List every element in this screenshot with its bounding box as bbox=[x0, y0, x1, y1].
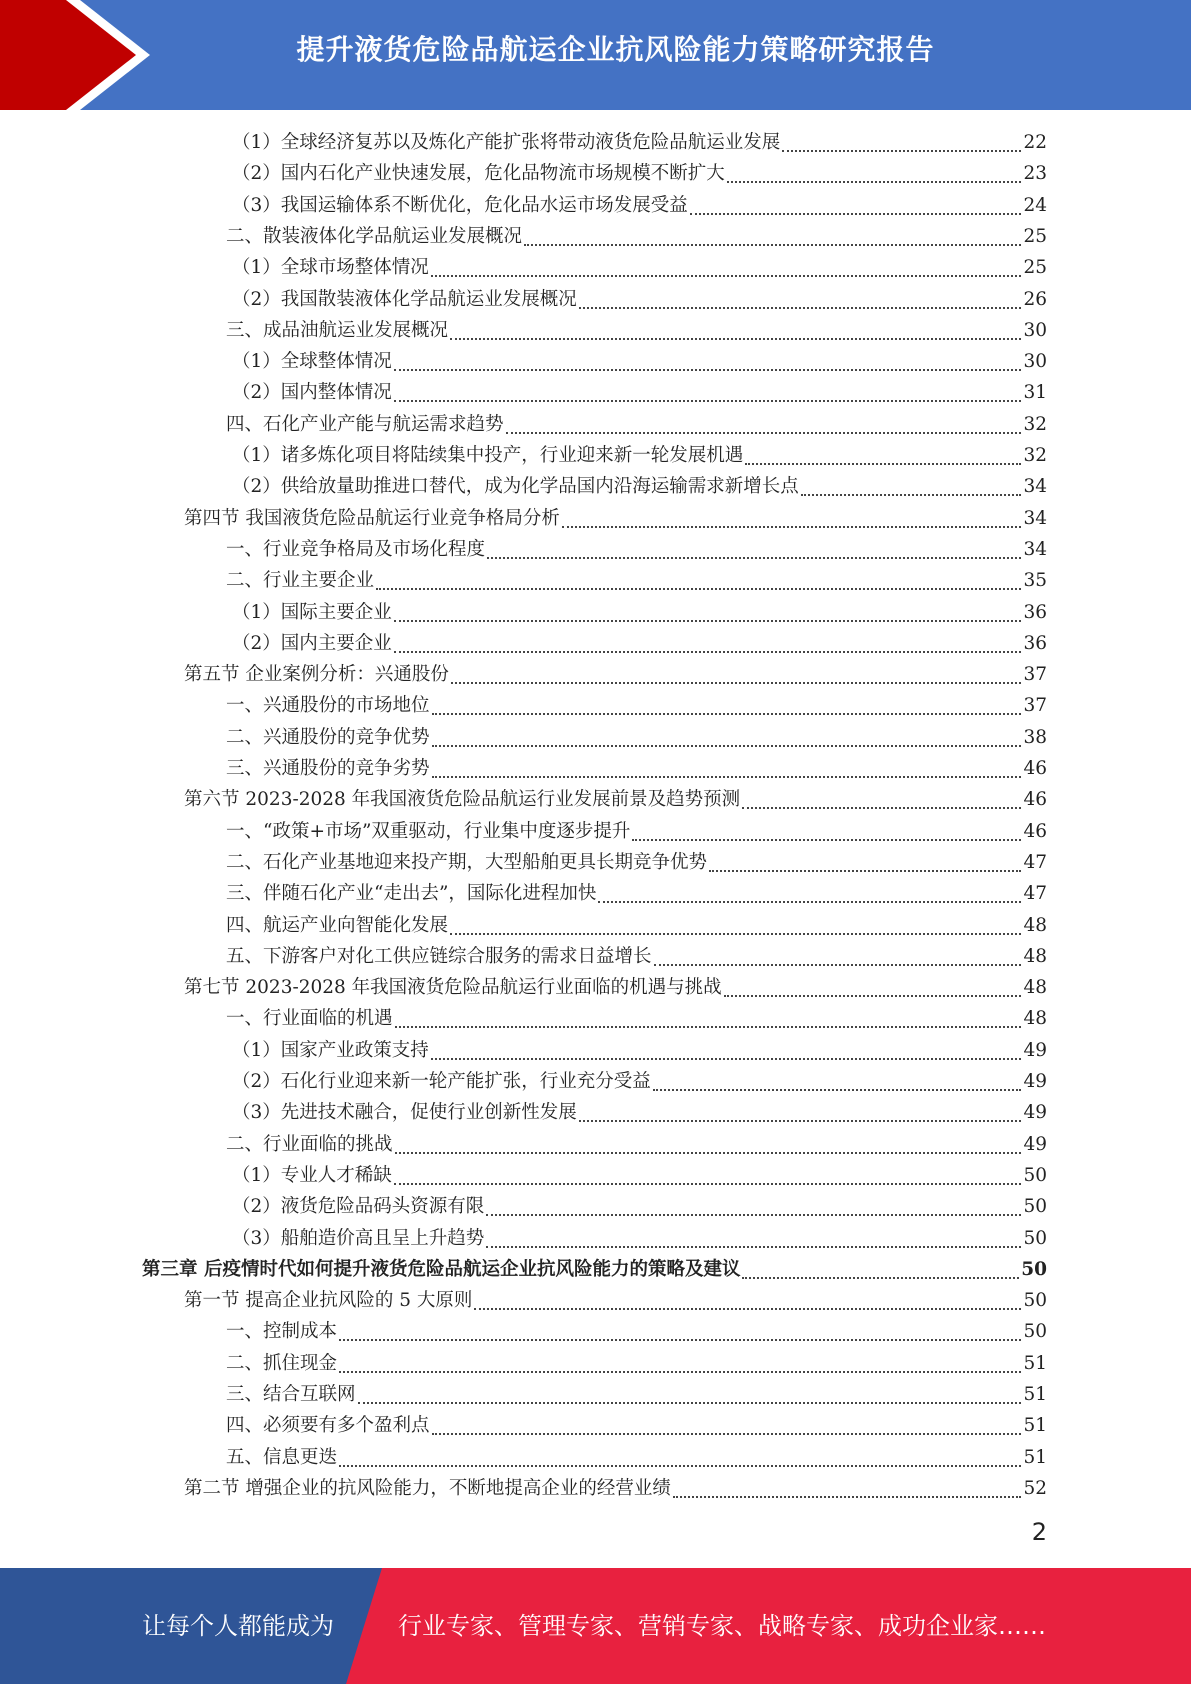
toc-entry-page: 25 bbox=[1023, 225, 1047, 247]
toc-entry-page: 31 bbox=[1023, 382, 1047, 404]
toc-entry-title: 四、石化产业产能与航运需求趋势 bbox=[226, 413, 504, 435]
toc-entry[interactable] bbox=[232, 191, 1047, 222]
toc-dot-leader bbox=[690, 213, 1022, 215]
toc-dot-leader bbox=[782, 150, 1021, 152]
toc-entry[interactable] bbox=[232, 472, 1047, 503]
toc-entry-title: （3）先进技术融合，促使行业创新性发展 bbox=[232, 1102, 577, 1124]
toc-entry-page: 32 bbox=[1023, 445, 1047, 466]
footer-slogan-right: 行业专家、管理专家、营销专家、战略专家、成功企业家…… bbox=[398, 1612, 1046, 1640]
toc-dot-leader bbox=[395, 1152, 1022, 1154]
toc-entry[interactable] bbox=[232, 285, 1047, 316]
toc-dot-leader bbox=[394, 651, 1022, 653]
toc-entry[interactable] bbox=[232, 629, 1047, 660]
toc-entry-title: 第二节 增强企业的抗风险能力，不断地提高企业的经营业绩 bbox=[184, 1477, 671, 1499]
toc-dot-leader bbox=[358, 1402, 1022, 1404]
toc-entry[interactable] bbox=[226, 316, 1047, 347]
toc-entry-page: 38 bbox=[1023, 726, 1047, 748]
toc-entry-title: 三、兴通股份的竞争劣势 bbox=[226, 758, 430, 779]
toc-entry[interactable] bbox=[226, 691, 1047, 722]
toc-entry[interactable] bbox=[232, 441, 1047, 472]
toc-dot-leader bbox=[654, 964, 1022, 966]
toc-entry-title: 二、抓住现金 bbox=[226, 1352, 338, 1374]
toc-entry-title: 二、兴通股份的竞争优势 bbox=[226, 726, 430, 748]
toc-entry-page: 49 bbox=[1023, 1039, 1047, 1061]
toc-entry-title: 第七节 2023-2028 年我国液货危险品航运行业面临的机遇与挑战 bbox=[184, 977, 722, 999]
toc-entry[interactable] bbox=[184, 504, 1047, 535]
toc-dot-leader bbox=[632, 839, 1021, 841]
toc-dot-leader bbox=[742, 1277, 1019, 1279]
toc-entry-title: 第六节 2023-2028 年我国液货危险品航运行业发展前景及趋势预测 bbox=[184, 789, 741, 811]
toc-entry-title: 五、信息更迭 bbox=[226, 1446, 338, 1468]
toc-entry-title: （2）国内主要企业 bbox=[232, 632, 392, 654]
toc-entry-page: 37 bbox=[1023, 695, 1047, 717]
toc-entry-page: 50 bbox=[1023, 1321, 1047, 1343]
toc-dot-leader bbox=[432, 745, 1022, 747]
toc-entry-page: 50 bbox=[1023, 1290, 1047, 1312]
toc-entry-page: 30 bbox=[1023, 319, 1047, 341]
toc-dot-leader bbox=[486, 1246, 1021, 1248]
toc-entry[interactable] bbox=[226, 566, 1047, 597]
toc-entry-page: 50 bbox=[1023, 1196, 1047, 1218]
toc-entry[interactable] bbox=[232, 1192, 1047, 1223]
toc-dot-leader bbox=[474, 1308, 1021, 1310]
toc-entry[interactable] bbox=[226, 1004, 1047, 1035]
toc-entry-title: 三、结合互联网 bbox=[226, 1384, 356, 1405]
page-header bbox=[0, 0, 1191, 110]
toc-dot-leader bbox=[451, 682, 1022, 684]
toc-entry-title: 一、“政策+市场”双重驱动，行业集中度逐步提升 bbox=[226, 820, 631, 842]
toc-entry-page: 51 bbox=[1023, 1384, 1047, 1405]
toc-dot-leader bbox=[394, 620, 1022, 622]
toc-entry[interactable] bbox=[232, 253, 1047, 284]
toc-entry-page: 22 bbox=[1023, 132, 1047, 153]
toc-entry[interactable] bbox=[226, 879, 1047, 910]
toc-dot-leader bbox=[801, 494, 1022, 496]
toc-entry[interactable] bbox=[232, 347, 1047, 378]
toc-entry[interactable] bbox=[226, 1349, 1047, 1380]
toc-entry-page: 30 bbox=[1023, 351, 1047, 373]
toc-entry[interactable] bbox=[184, 785, 1047, 816]
toc-entry-page: 50 bbox=[1021, 1258, 1047, 1280]
toc-entry[interactable] bbox=[184, 1474, 1047, 1505]
toc-entry[interactable] bbox=[142, 1255, 1047, 1286]
toc-entry-page: 35 bbox=[1023, 570, 1047, 592]
toc-entry-title: 二、行业面临的挑战 bbox=[226, 1133, 393, 1155]
toc-dot-leader bbox=[339, 1465, 1021, 1467]
toc-entry-page: 51 bbox=[1023, 1415, 1047, 1437]
toc-dot-leader bbox=[487, 557, 1021, 559]
toc-dot-leader bbox=[339, 1339, 1021, 1341]
toc-dot-leader bbox=[431, 275, 1022, 277]
toc-dot-leader bbox=[653, 1089, 1022, 1091]
toc-entry[interactable] bbox=[226, 1317, 1047, 1348]
toc-entry[interactable] bbox=[232, 128, 1047, 159]
toc-entry-page: 48 bbox=[1023, 977, 1047, 999]
toc-entry[interactable] bbox=[226, 1443, 1047, 1474]
toc-entry[interactable] bbox=[232, 1067, 1047, 1098]
toc-entry-title: 第三章 后疫情时代如何提升液货危险品航运企业抗风险能力的策略及建议 bbox=[142, 1258, 741, 1280]
toc-dot-leader bbox=[727, 181, 1022, 183]
toc-dot-leader bbox=[432, 1433, 1022, 1435]
toc-dot-leader bbox=[506, 432, 1022, 434]
toc-dot-leader bbox=[724, 995, 1022, 997]
toc-entry-page: 47 bbox=[1023, 851, 1047, 873]
toc-entry-page: 48 bbox=[1023, 945, 1047, 967]
toc-dot-leader bbox=[339, 1371, 1021, 1373]
toc-dot-leader bbox=[486, 1214, 1021, 1216]
toc-entry-page: 24 bbox=[1023, 194, 1047, 216]
page-number: 2 bbox=[1031, 1518, 1047, 1546]
toc-entry-page: 32 bbox=[1023, 413, 1047, 435]
toc-dot-leader bbox=[432, 776, 1022, 778]
toc-entry-title: 四、必须要有多个盈利点 bbox=[226, 1415, 430, 1437]
toc-entry-title: 第一节 提高企业抗风险的 5 大原则 bbox=[184, 1290, 473, 1312]
toc-entry-page: 50 bbox=[1023, 1164, 1047, 1186]
toc-entry[interactable] bbox=[226, 817, 1047, 848]
toc-entry-page: 51 bbox=[1023, 1446, 1047, 1468]
toc-entry-title: （3）船舶造价高且呈上升趋势 bbox=[232, 1227, 485, 1249]
toc-entry[interactable] bbox=[226, 535, 1047, 566]
toc-dot-leader bbox=[394, 369, 1022, 371]
toc-dot-leader bbox=[376, 588, 1021, 590]
toc-dot-leader bbox=[524, 244, 1021, 246]
toc-dot-leader bbox=[562, 526, 1022, 528]
toc-entry-title: 第五节 企业案例分析：兴通股份 bbox=[184, 664, 449, 686]
toc-dot-leader bbox=[450, 933, 1021, 935]
toc-entry-page: 46 bbox=[1023, 758, 1047, 779]
toc-entry-title: （1）全球经济复苏以及炼化产能扩张将带动液货危险品航运业发展 bbox=[232, 132, 781, 153]
toc-entry-title: 一、兴通股份的市场地位 bbox=[226, 695, 430, 717]
toc-entry-page: 36 bbox=[1023, 601, 1047, 623]
toc-entry[interactable] bbox=[226, 754, 1047, 785]
toc-entry-title: （1）全球整体情况 bbox=[232, 351, 392, 373]
toc-entry-page: 25 bbox=[1023, 257, 1047, 279]
toc-entry-page: 37 bbox=[1023, 664, 1047, 686]
toc-entry[interactable] bbox=[226, 222, 1047, 253]
toc-entry-title: （1）国际主要企业 bbox=[232, 601, 392, 623]
toc-entry-title: 二、散装液体化学品航运业发展概况 bbox=[226, 225, 523, 247]
toc-dot-leader bbox=[579, 307, 1022, 309]
toc-entry-page: 48 bbox=[1023, 1008, 1047, 1030]
toc-entry-title: （1）专业人才稀缺 bbox=[232, 1164, 392, 1186]
toc-entry-page: 26 bbox=[1023, 288, 1047, 310]
toc-dot-leader bbox=[394, 400, 1022, 402]
footer-slogan-left: 让每个人都能成为 bbox=[142, 1612, 334, 1640]
toc-entry-title: 二、行业主要企业 bbox=[226, 570, 375, 592]
toc-entry-page: 50 bbox=[1023, 1227, 1047, 1249]
toc-entry-title: 一、行业竞争格局及市场化程度 bbox=[226, 538, 486, 560]
toc-entry[interactable] bbox=[232, 1098, 1047, 1129]
toc-entry-title: 一、控制成本 bbox=[226, 1321, 338, 1343]
toc-entry[interactable] bbox=[226, 1130, 1047, 1161]
toc-entry-title: （1）全球市场整体情况 bbox=[232, 257, 429, 279]
toc-entry-title: （2）液货危险品码头资源有限 bbox=[232, 1196, 485, 1218]
toc-entry-title: 五、下游客户对化工供应链综合服务的需求日益增长 bbox=[226, 945, 652, 967]
toc-entry-title: （2）国内整体情况 bbox=[232, 382, 392, 404]
toc-entry[interactable] bbox=[232, 1224, 1047, 1255]
toc-entry[interactable] bbox=[232, 1161, 1047, 1192]
toc-entry-page: 34 bbox=[1023, 538, 1047, 560]
toc-dot-leader bbox=[432, 713, 1022, 715]
toc-entry[interactable] bbox=[226, 848, 1047, 879]
toc-entry-page: 51 bbox=[1023, 1352, 1047, 1374]
toc-entry-page: 23 bbox=[1023, 163, 1047, 185]
toc-entry-page: 47 bbox=[1023, 883, 1047, 905]
toc-entry-page: 34 bbox=[1023, 507, 1047, 529]
toc-entry-page: 46 bbox=[1023, 820, 1047, 842]
toc-dot-leader bbox=[395, 1026, 1022, 1028]
toc-entry-title: （2）我国散装液体化学品航运业发展概况 bbox=[232, 288, 577, 310]
toc-entry-title: 四、航运产业向智能化发展 bbox=[226, 914, 449, 936]
toc-entry[interactable] bbox=[226, 1380, 1047, 1411]
toc-entry[interactable] bbox=[232, 159, 1047, 190]
toc-entry[interactable] bbox=[184, 1286, 1047, 1317]
toc-entry[interactable] bbox=[226, 911, 1047, 942]
toc-dot-leader bbox=[673, 1496, 1022, 1498]
toc-dot-leader bbox=[394, 1183, 1022, 1185]
toc-entry-page: 48 bbox=[1023, 914, 1047, 936]
toc-entry[interactable] bbox=[232, 1036, 1047, 1067]
toc-entry-page: 52 bbox=[1023, 1477, 1047, 1499]
toc-entry-page: 49 bbox=[1023, 1071, 1047, 1092]
toc-entry-page: 46 bbox=[1023, 789, 1047, 811]
toc-entry[interactable] bbox=[226, 410, 1047, 441]
toc-entry-title: （2）国内石化产业快速发展，危化品物流市场规模不断扩大 bbox=[232, 163, 725, 185]
toc-entry-title: 第四节 我国液货危险品航运行业竞争格局分析 bbox=[184, 507, 560, 529]
toc-entry[interactable] bbox=[226, 942, 1047, 973]
toc-entry[interactable] bbox=[226, 723, 1047, 754]
toc-entry[interactable] bbox=[184, 973, 1047, 1004]
toc-entry[interactable] bbox=[232, 378, 1047, 409]
toc-entry[interactable] bbox=[226, 1411, 1047, 1442]
toc-entry-page: 36 bbox=[1023, 632, 1047, 654]
toc-dot-leader bbox=[450, 338, 1021, 340]
toc-entry-title: 三、伴随石化产业“走出去”，国际化进程加快 bbox=[226, 883, 597, 905]
toc-entry[interactable] bbox=[184, 660, 1047, 691]
toc-entry-title: 二、石化产业基地迎来投产期，大型船舶更具长期竞争优势 bbox=[226, 851, 708, 873]
toc-entry-page: 49 bbox=[1023, 1133, 1047, 1155]
toc-entry-title: （1）诸多炼化项目将陆续集中投产，行业迎来新一轮发展机遇 bbox=[232, 445, 744, 466]
toc-dot-leader bbox=[431, 1058, 1022, 1060]
toc-entry-title: （2）供给放量助推进口替代，成为化学品国内沿海运输需求新增长点 bbox=[232, 476, 799, 498]
toc-dot-leader bbox=[579, 1120, 1022, 1122]
toc-entry-page: 34 bbox=[1023, 476, 1047, 498]
toc-entry-title: （3）我国运输体系不断优化，危化品水运市场发展受益 bbox=[232, 194, 688, 216]
toc-entry-title: 一、行业面临的机遇 bbox=[226, 1008, 393, 1030]
report-title: 提升液货危险品航运企业抗风险能力策略研究报告 bbox=[296, 33, 935, 66]
toc-dot-leader bbox=[742, 807, 1021, 809]
toc-entry-title: （2）石化行业迎来新一轮产能扩张，行业充分受益 bbox=[232, 1071, 651, 1092]
page-footer bbox=[0, 1568, 1191, 1684]
toc-dot-leader bbox=[598, 901, 1021, 903]
toc-dot-leader bbox=[709, 870, 1021, 872]
toc-entry-page: 49 bbox=[1023, 1102, 1047, 1124]
toc-dot-leader bbox=[745, 463, 1021, 465]
toc-entry[interactable] bbox=[232, 598, 1047, 629]
toc-entry-title: （1）国家产业政策支持 bbox=[232, 1039, 429, 1061]
toc-entry-title: 三、成品油航运业发展概况 bbox=[226, 319, 449, 341]
